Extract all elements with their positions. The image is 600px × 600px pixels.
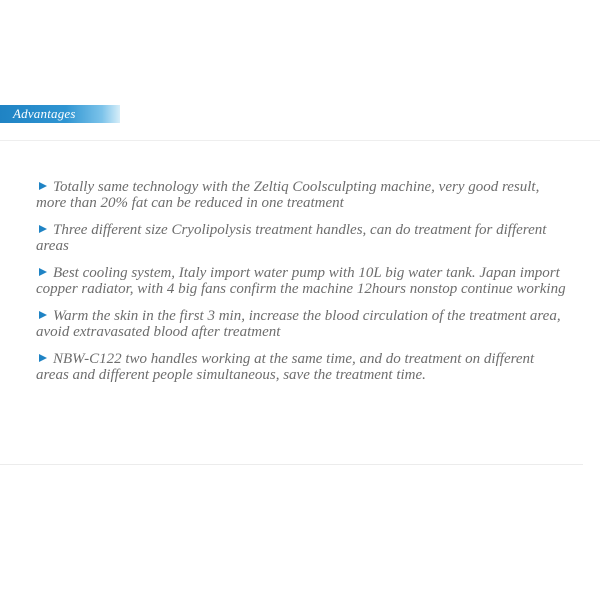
triangle-bullet-icon (39, 268, 47, 276)
advantage-item (36, 266, 566, 297)
advantage-text: Warm the skin in the first 3 min, increase the blood circulation of the treatment area, avoid extravasated blood after treatment (36, 308, 561, 340)
triangle-bullet-icon (39, 354, 47, 362)
advantage-text: NBW-C122 two handles working at the same time, and do treatment on different areas and different people simultaneous, save the treatment time. (36, 351, 535, 383)
advantage-item (36, 223, 566, 254)
section-header-bar (0, 105, 120, 123)
advantage-text: Totally same technology with the Zeltiq Coolsculpting machine, very good result, more than 20% fat can be reduced in one treatment (36, 179, 540, 211)
bottom-divider (0, 464, 583, 465)
triangle-bullet-icon (39, 311, 47, 319)
advantage-item (36, 309, 566, 340)
advantages-list (36, 180, 566, 395)
advantage-item (36, 352, 566, 383)
top-divider (0, 140, 600, 141)
advantage-text: Best cooling system, Italy import water pump with 10L big water tank. Japan import copper radiator, with 4 big fans confirm the machine 12hours nonstop continue working (36, 265, 566, 297)
advantage-item (36, 180, 566, 211)
triangle-bullet-icon (39, 182, 47, 190)
section-title: Advantages (13, 106, 76, 121)
advantage-text: Three different size Cryolipolysis treatment handles, can do treatment for different areas (36, 222, 547, 254)
triangle-bullet-icon (39, 225, 47, 233)
